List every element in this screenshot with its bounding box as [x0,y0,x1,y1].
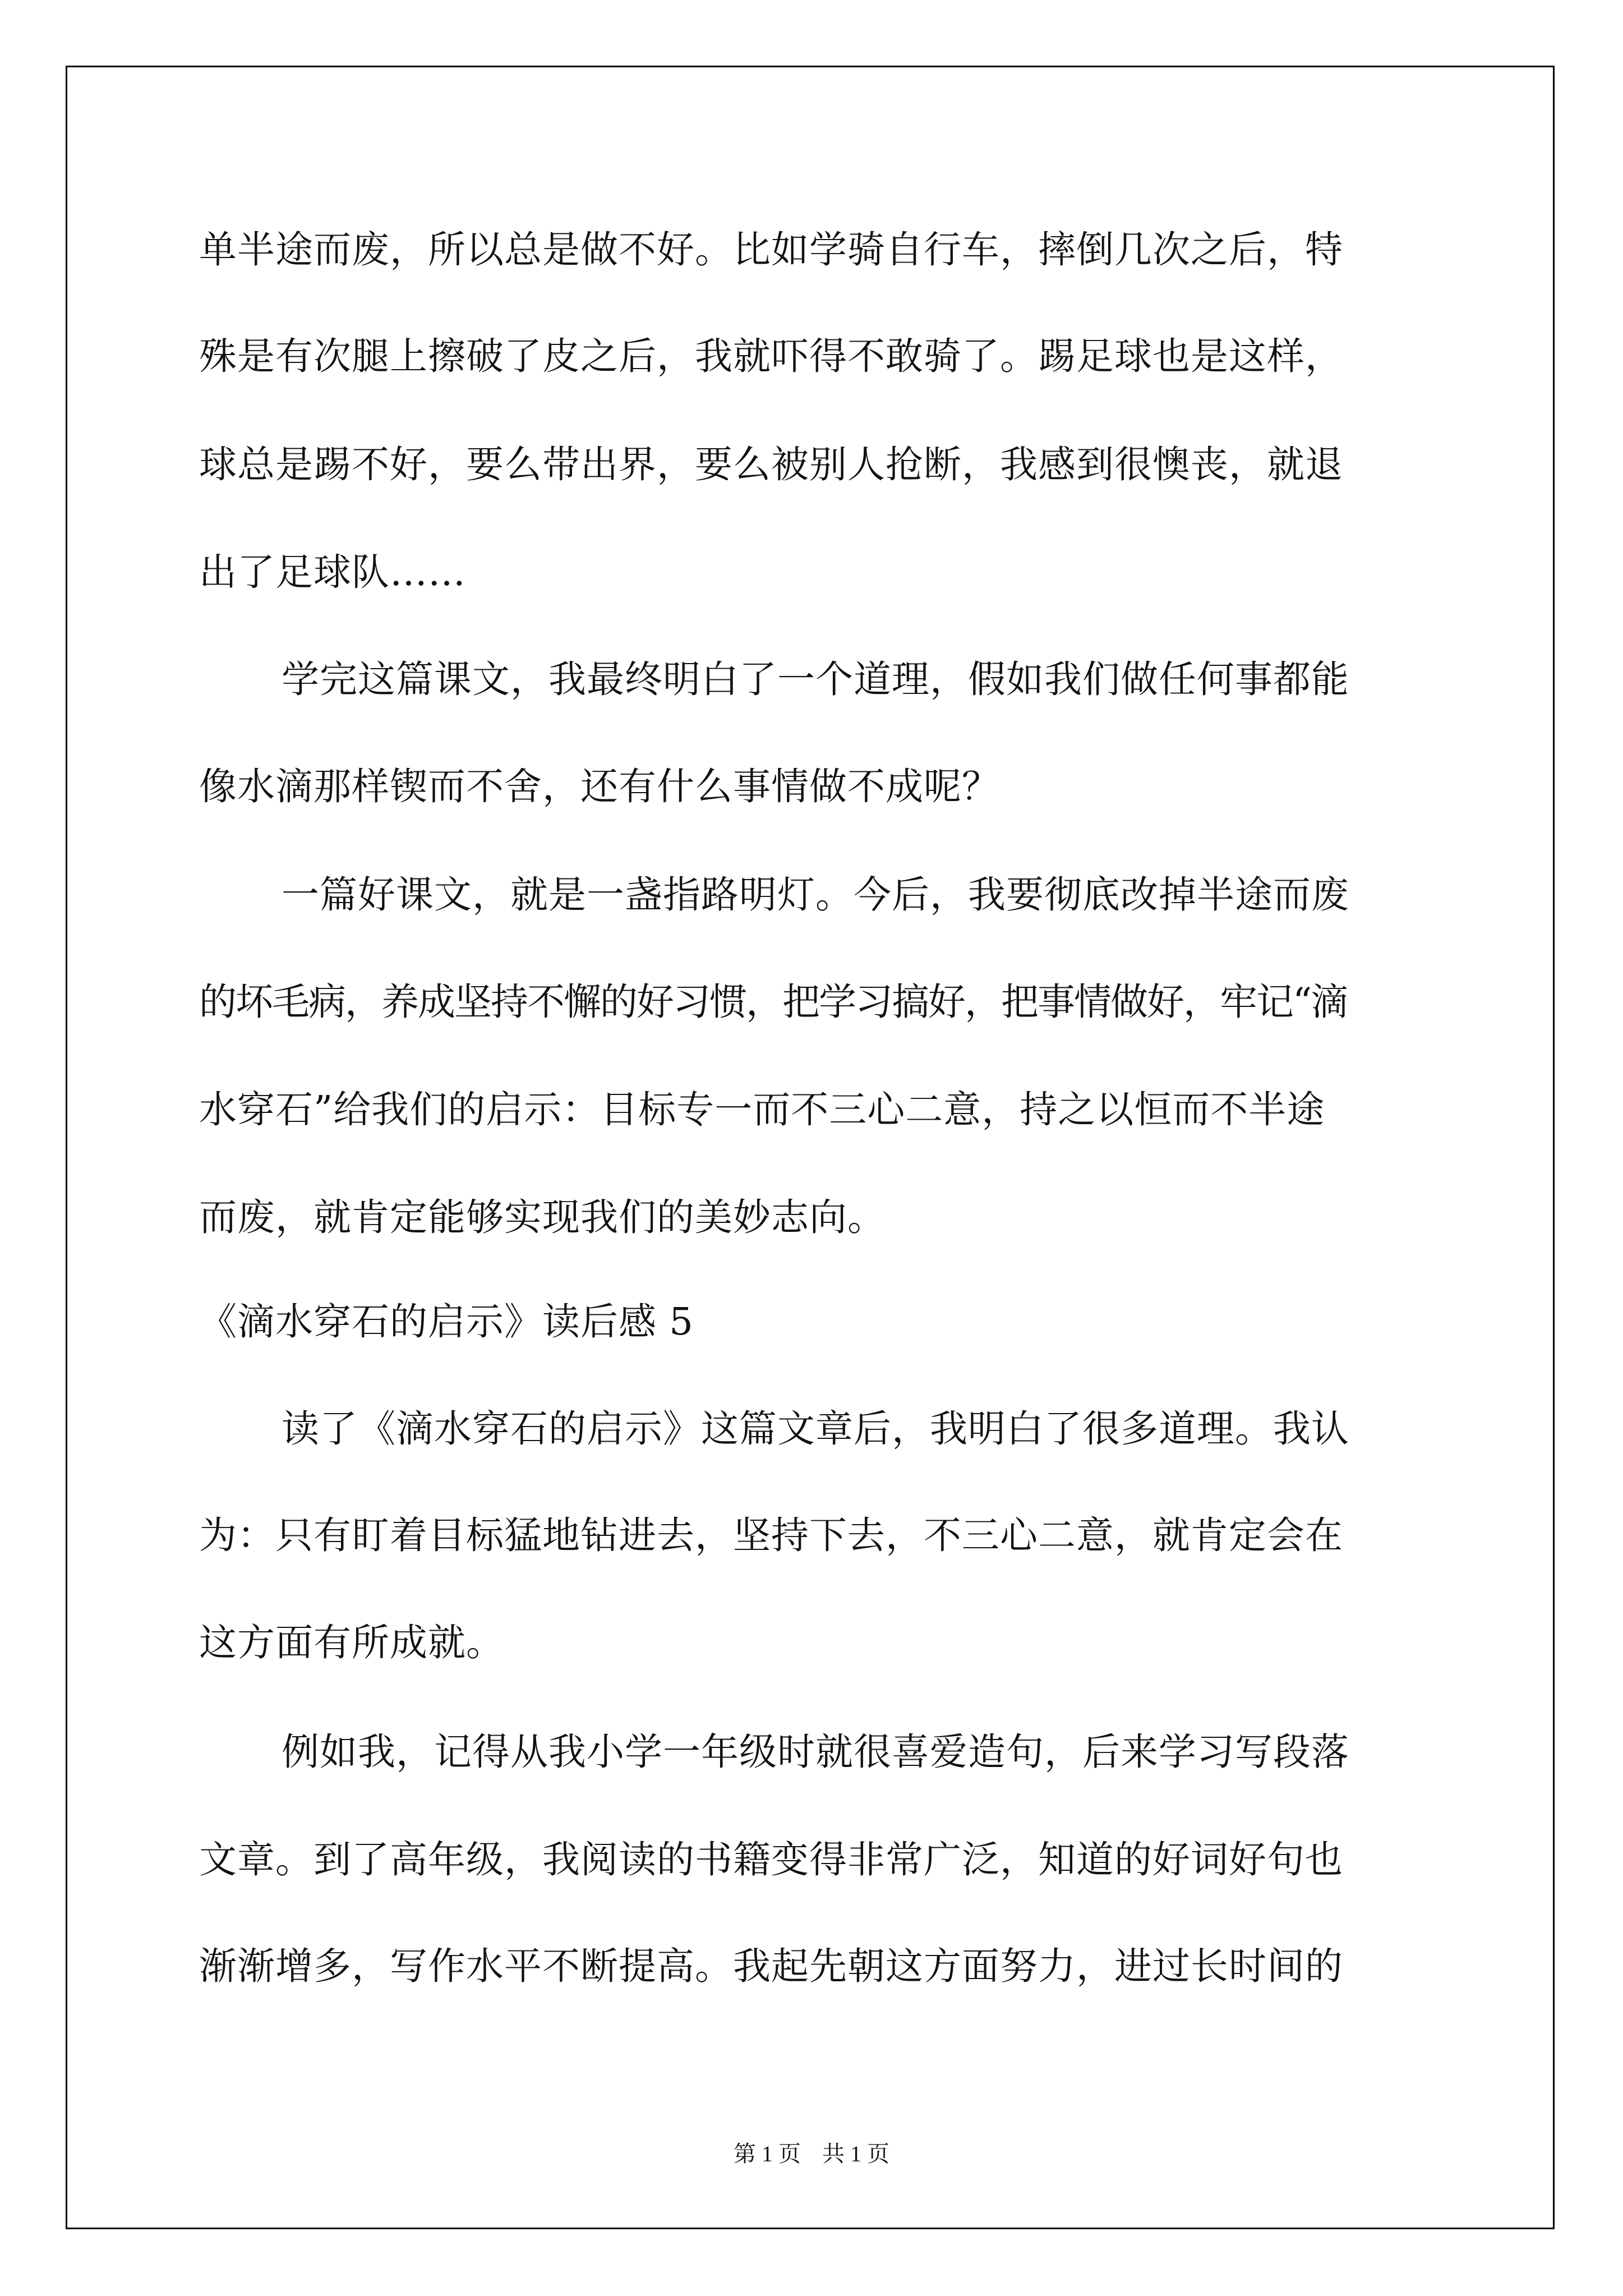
text-line: 的坏毛病，养成坚持不懈的好习惯，把学习搞好，把事情做好，牢记“滴 [199,980,1348,1024]
page-footer [0,2140,1623,2168]
page-total: 共 1 页 [822,2141,889,2166]
text-line: 单半途而废，所以总是做不好。比如学骑自行车，摔倒几次之后，特 [199,228,1343,272]
text-line: 像水滴那样锲而不舍，还有什么事情做不成呢？ [199,765,1000,808]
text-line: 出了足球队…… [199,550,466,594]
section-heading: 《滴水穿石的启示》读后感 5 [199,1300,694,1343]
page-border [66,66,1555,2229]
paragraph-first-line: 例如我，记得从我小学一年级时就很喜爱造句，后来学习写段落 [282,1730,1349,1774]
text-line: 渐渐增多，写作水平不断提高。我起先朝这方面努力，进过长时间的 [199,1944,1343,1988]
paragraph-first-line: 学完这篇课文，我最终明白了一个道理，假如我们做任何事都能 [282,657,1349,701]
text-line: 这方面有所成就。 [199,1621,504,1664]
text-line: 水穿石”给我们的启示：目标专一而不三心二意，持之以恒而不半途 [199,1088,1325,1131]
text-line: 而废，就肯定能够实现我们的美妙志向。 [199,1195,886,1239]
text-line: 球总是踢不好，要么带出界，要么被别人抢断，我感到很懊丧，就退 [199,443,1343,486]
paragraph-first-line: 读了《滴水穿石的启示》这篇文章后，我明白了很多道理。我认 [282,1407,1349,1451]
paragraph-first-line: 一篇好课文，就是一盏指路明灯。今后，我要彻底改掉半途而废 [282,873,1349,917]
text-line: 为：只有盯着目标猛地钻进去，坚持下去，不三心二意，就肯定会在 [199,1513,1343,1557]
page-number: 第 1 页 [734,2141,801,2166]
text-line: 文章。到了高年级，我阅读的书籍变得非常广泛，知道的好词好句也 [199,1838,1343,1881]
text-line: 殊是有次腿上擦破了皮之后，我就吓得不敢骑了。踢足球也是这样， [199,334,1343,378]
